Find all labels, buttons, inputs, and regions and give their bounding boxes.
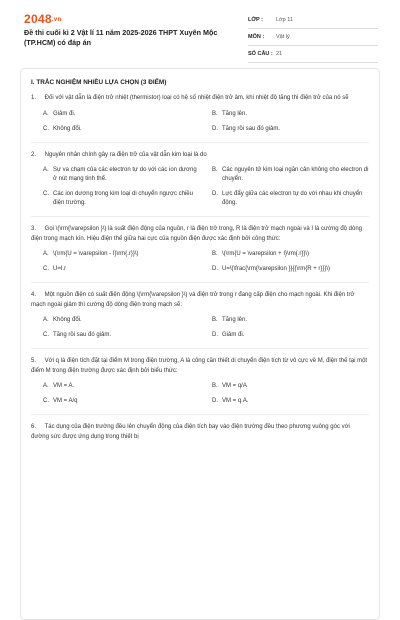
option-letter: D. [212,191,218,197]
option-d[interactable] [212,125,369,134]
question-number: 6. [31,424,37,430]
option-letter: C. [43,332,49,338]
option-letter: B. [212,167,218,173]
exam-meta [248,12,378,63]
option-text: VM = A/q [53,398,78,404]
option-b[interactable] [212,316,369,325]
option-c[interactable] [43,125,200,134]
option-letter: D. [212,125,218,132]
meta-key: LỚP : [248,17,263,23]
option-b[interactable] [212,166,369,184]
question [31,151,369,209]
option-d[interactable] [212,397,369,406]
question-text: Với q là điện tích đặt tại điểm M trong điện trường, A là công cần thiết di chuyển điện tích từ vô cực về M, điện thế tại một điểm M trong điện trường được xác định bởi biểu thức: [31,358,368,374]
option-c[interactable] [43,397,200,406]
option-letter: B. [212,251,218,257]
content [20,68,380,620]
option-text: \(\rm{U = \varepsilon - I}\rm{.r}}\) [53,251,139,257]
option-a[interactable] [43,316,200,325]
option-a[interactable] [43,166,200,184]
option-d[interactable] [212,331,369,340]
option-letter: C. [43,191,49,197]
option-letter: A. [43,317,49,323]
logo-text: 2048 [24,12,52,26]
option-c[interactable] [43,331,200,340]
meta-row-count [248,46,378,63]
question-text: Nguyên nhân chính gây ra điện trở của vật dẫn kim loại là do [44,151,207,158]
option-letter: B. [212,110,218,117]
divider [31,348,369,349]
exam-title: Đề thi cuối kì 2 Vật lí 11 năm 2025-2026 THPT Xuyên Mộc (TP.HCM) có đáp án [24,28,218,47]
option-b[interactable] [212,382,369,391]
question [31,291,369,340]
meta-key: SỐ CÂU : [248,51,273,57]
option-text: Các nguyên tử kim loại ngăn cản không cho electron di chuyển. [222,167,369,182]
option-a[interactable] [43,382,200,391]
option-letter: D. [212,266,218,272]
option-letter: B. [212,317,218,323]
option-a[interactable] [43,110,200,119]
option-d[interactable] [212,190,369,208]
logo-suffix: .vn [51,17,62,23]
site-logo[interactable] [24,12,61,26]
option-letter: A. [43,383,49,389]
option-letter: D. [212,332,218,338]
option-text: U=I.r [53,266,67,272]
option-text: VM = q/A [222,383,247,389]
option-letter: A. [43,251,49,257]
question-card [20,68,380,620]
option-d[interactable] [212,265,369,274]
meta-row-subject [248,29,378,46]
divider [31,282,369,283]
question [31,94,369,134]
option-c[interactable] [43,190,200,208]
option-text: Không đổi. [53,317,82,323]
options [31,382,369,406]
option-letter: A. [43,167,49,173]
question-number: 4. [31,292,37,298]
option-text: Tăng lên. [222,317,248,323]
question-text: Tác dụng của điện trường đều lên chuyển động của điện tích bay vào điện trường đều theo phương vuông góc với đường sức được ứng dụng trong thiết bị [31,424,350,440]
option-text: Tăng rồi sau đó giảm. [222,125,281,132]
question-number: 2. [31,151,37,158]
option-letter: A. [43,110,49,117]
option-text: VM = A. [53,383,75,389]
option-b[interactable] [212,250,369,259]
option-text: U=\(\frac{\rm{\varepsilon }}{{\rm{R + r}}}\) [222,266,331,272]
option-text: Sự va chạm của các electron tự do với các ion dương ở nút mạng tinh thể. [53,167,197,182]
question-text: Đối với vật dẫn là điện trở nhiệt (thermistor) loại có hệ số nhiệt điện trở âm, khi nhiệt độ tăng thì điện trở của nó sẽ [44,95,349,101]
question-number: 3. [31,226,37,232]
question [31,225,369,274]
question-number: 1. [31,95,37,101]
divider [31,142,369,143]
option-text: Lực đẩy giữa các electron tự do với nhau khi chuyển động. [222,191,363,206]
meta-row-class [248,12,378,29]
options [31,166,369,208]
option-text: Không đổi. [53,125,82,132]
option-letter: C. [43,266,49,272]
question-text: Gọi \(\rm{\varepsilon }\) là suất điện động của nguồn, r là điện trở trong, R là điện trở mạch ngoài và I là cường độ dòng điện trong mạch kín. Hiệu điện thế giữa hai cực của nguồn điện được xác định bởi công thức: [31,226,363,242]
option-text: Giảm đi. [222,332,245,338]
option-letter: C. [43,125,49,132]
meta-value: Lớp 11 [276,17,293,23]
option-text: \(\rm{U = \varepsilon + I}\rm{.r}}\) [222,251,310,257]
option-text: Tăng lên. [222,110,248,117]
options [31,110,369,134]
option-letter: D. [212,398,218,404]
section-title: I. TRẮC NGHIỆM NHIỀU LỰA CHỌN (3 ĐIỂM) [31,79,167,86]
options [31,316,369,340]
option-a[interactable] [43,250,200,259]
question [31,357,369,406]
option-letter: B. [212,383,218,389]
option-c[interactable] [43,265,200,274]
meta-value: 21 [276,51,283,57]
option-letter: C. [43,398,49,404]
option-text: Tăng rồi sau đó giảm. [53,332,112,338]
question [31,423,369,442]
meta-value: Vật lý [276,34,290,40]
option-text: Giảm đi. [53,110,76,117]
divider [31,414,369,415]
header [0,0,400,60]
divider [31,216,369,217]
option-b[interactable] [212,110,369,119]
option-text: Các ion dương trong kim loại di chuyển ngược chiều điện trường. [53,191,193,206]
question-text: Một nguồn điện có suất điện động \(\rm{\varepsilon }\) và điện trở trong r đang cấp điện cho mạch ngoài. Khi điện trở mạch ngoài giảm thì cường độ dòng điện trong mạch sẽ: [31,292,355,308]
options [31,250,369,274]
meta-key: MÔN : [248,34,265,40]
option-text: VM = q.A. [222,398,249,404]
question-number: 5. [31,358,37,364]
